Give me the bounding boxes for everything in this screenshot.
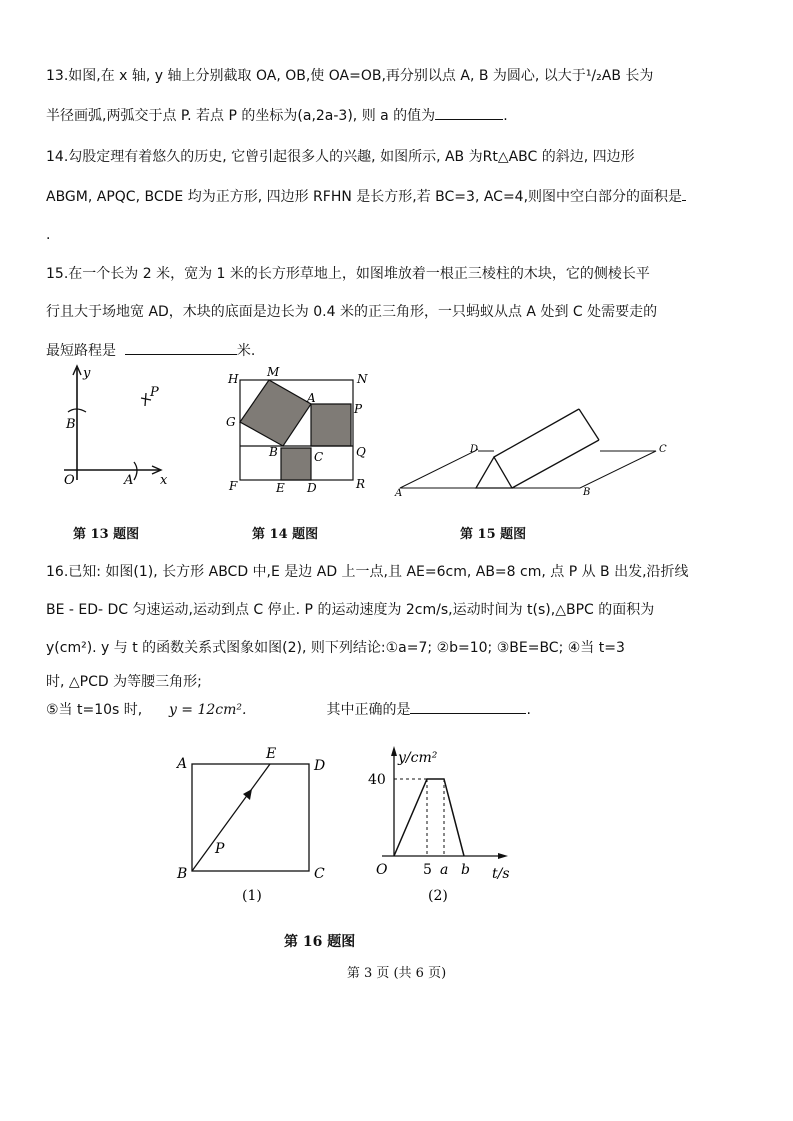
q14-answer-blank[interactable] — [682, 186, 686, 201]
fig15-label-b: B — [583, 487, 591, 498]
page-footer: 第 3 页 (共 6 页) — [346, 966, 447, 981]
fig16-caption: 第 16 题图 — [284, 934, 356, 950]
q16-end: . — [526, 702, 531, 718]
fig16-graph-t-arrow — [498, 853, 508, 859]
q14-text-3: . — [46, 227, 51, 243]
fig14-square-abgm — [240, 380, 311, 446]
fig15-caption: 第 15 题图 — [460, 527, 527, 542]
fig14-label-b: B — [269, 445, 278, 459]
fig13-point-a: A — [124, 473, 134, 488]
q16-text-5b: 其中正确的是 — [326, 702, 411, 718]
fig16-graph-t-label: t/s — [492, 866, 510, 882]
fig14-label-c: C — [314, 450, 324, 464]
q16-equation: y = 12cm². — [168, 702, 247, 718]
fig16-graph-tick-b: b — [461, 862, 470, 878]
fig14-label-q: Q — [356, 445, 366, 459]
fig14-label-d: D — [307, 481, 317, 494]
fig13-arc-p2 — [145, 393, 146, 406]
fig14-square-bcde — [281, 448, 311, 480]
fig16-sublabel-1: (1) — [242, 888, 262, 904]
fig13-y-label: y — [83, 366, 91, 381]
fig15-prism-ridge — [494, 409, 579, 457]
fig13-arc-a — [134, 462, 137, 480]
q16-text-1: 16.已知: 如图(1), 长方形 ABCD 中,E 是边 AD 上一点,且 AE=6cm, AB=8 cm, 点 P 从 B 出发,沿折线 — [46, 564, 689, 580]
q16-line-1 — [46, 562, 689, 582]
fig15-lawn-right — [512, 451, 656, 488]
fig14-label-p: P — [354, 402, 363, 416]
fig15-prism-back — [579, 409, 599, 440]
fig15-diagram — [390, 395, 680, 505]
fig13-point-b: B — [66, 417, 76, 432]
fig16-label-e: E — [266, 746, 277, 762]
q13-line-1 — [46, 66, 653, 86]
q14-line-1 — [46, 147, 635, 167]
q13-end: . — [503, 108, 508, 124]
fig14-square-apqc — [311, 404, 351, 446]
fig13-point-p: P — [150, 385, 159, 400]
fig16-graph-y-label: y/cm² — [398, 750, 438, 766]
fig15-prism-front — [476, 457, 512, 488]
fig16-rectangle-diagram — [172, 742, 342, 907]
q13-line-2 — [46, 105, 508, 126]
fig15-label-a: A — [395, 488, 403, 499]
fig16-label-p: P — [215, 841, 225, 857]
q16-line-5 — [46, 699, 531, 720]
fig15-prism-bottom-edge — [512, 440, 599, 488]
fig13-origin-label: O — [64, 473, 75, 488]
q16-line-2 — [46, 600, 654, 620]
q13-answer-blank[interactable] — [435, 105, 503, 120]
fig16-label-c: C — [314, 866, 325, 882]
q15-text-3: 最短路程是 — [46, 343, 116, 359]
fig14-diagram — [222, 366, 372, 494]
fig16-graph-curve — [394, 779, 464, 856]
fig13-diagram — [50, 360, 180, 495]
q15-line-2 — [46, 302, 657, 322]
q16-text-3: y(cm²). y 与 t 的函数关系式图象如图(2), 则下列结论:①a=7; ②b=10; ③BE=BC; ④当 t=3 — [46, 640, 625, 656]
fig15-label-c: C — [659, 444, 667, 455]
q16-line-3 — [46, 638, 625, 658]
q13-text-2: 半径画弧,两弧交于点 P. 若点 P 的坐标为(a,2a-3), 则 a 的值为 — [46, 108, 436, 124]
fig14-label-g: G — [226, 415, 236, 429]
fig16-label-d: D — [314, 758, 326, 774]
q16-text-4: 时, △PCD 为等腰三角形; — [46, 674, 202, 690]
fig14-label-m: M — [267, 366, 280, 379]
q14-line-3 — [46, 225, 50, 245]
fig14-label-a: A — [307, 391, 316, 405]
fig14-label-h: H — [228, 372, 239, 386]
fig16-sublabel-2: (2) — [428, 888, 448, 904]
fig16-label-a: A — [177, 756, 188, 772]
fig16-label-b: B — [177, 866, 188, 882]
q14-text-1: 14.勾股定理有着悠久的历史, 它曾引起很多人的兴趣, 如图所示, AB 为Rt△ABC 的斜边, 四边形 — [46, 149, 635, 165]
fig16-graph — [362, 742, 532, 907]
fig14-label-f: F — [229, 479, 238, 493]
fig13-caption: 第 13 题图 — [73, 527, 140, 542]
fig14-label-n: N — [357, 372, 368, 386]
q15-line-1 — [46, 264, 650, 284]
q15-line-3 — [46, 340, 255, 361]
q14-text-2: ABGM, APQC, BCDE 均为正方形, 四边形 RFHN 是长方形,若 BC=3, AC=4,则图中空白部分的面积是 — [46, 189, 683, 205]
fig16-segment-be — [192, 764, 270, 871]
q16-line-4 — [46, 672, 202, 692]
fig14-label-e: E — [276, 481, 285, 494]
q16-answer-blank[interactable] — [410, 699, 526, 714]
fig15-label-d: D — [470, 444, 479, 455]
q15-end: 米. — [236, 343, 256, 359]
fig13-x-label: x — [160, 473, 168, 488]
fig16-graph-tick-5: 5 — [423, 862, 432, 878]
q14-line-2 — [46, 186, 686, 207]
fig16-graph-origin: O — [376, 862, 388, 878]
q13-text-1: 13.如图,在 x 轴, y 轴上分别截取 OA, OB,使 OA=OB,再分别以点 A, B 为圆心, 以大于 — [46, 68, 586, 84]
q15-text-2: 行且大于场地宽 AD，木块的底面是边长为 0.4 米的正三角形，一只蚂蚁从点 A 处到 C 处需要走的 — [46, 304, 658, 320]
q16-text-5a: ⑤当 t=10s 时, — [46, 702, 143, 718]
fig15-lawn-left — [400, 449, 478, 488]
fig16-rectangle-abcd — [192, 764, 309, 871]
q15-answer-blank[interactable] — [125, 340, 237, 355]
fig14-label-r: R — [356, 477, 366, 491]
q15-text-1: 15.在一个长为 2 米，宽为 1 米的长方形草地上，如图堆放着一根正三棱柱的木块，它的侧棱长平 — [46, 266, 650, 282]
q13-fraction-text: ¹/₂AB 长为 — [585, 68, 654, 84]
fig16-graph-tick-40: 40 — [368, 772, 386, 788]
fig16-graph-tick-a: a — [440, 862, 449, 878]
q16-text-2: BE - ED- DC 匀速运动,运动到点 C 停止. P 的运动速度为 2cm/s,运动时间为 t(s),△BPC 的面积为 — [46, 602, 655, 618]
fig14-caption: 第 14 题图 — [252, 527, 319, 542]
fig16-graph-y-arrow — [391, 746, 397, 756]
